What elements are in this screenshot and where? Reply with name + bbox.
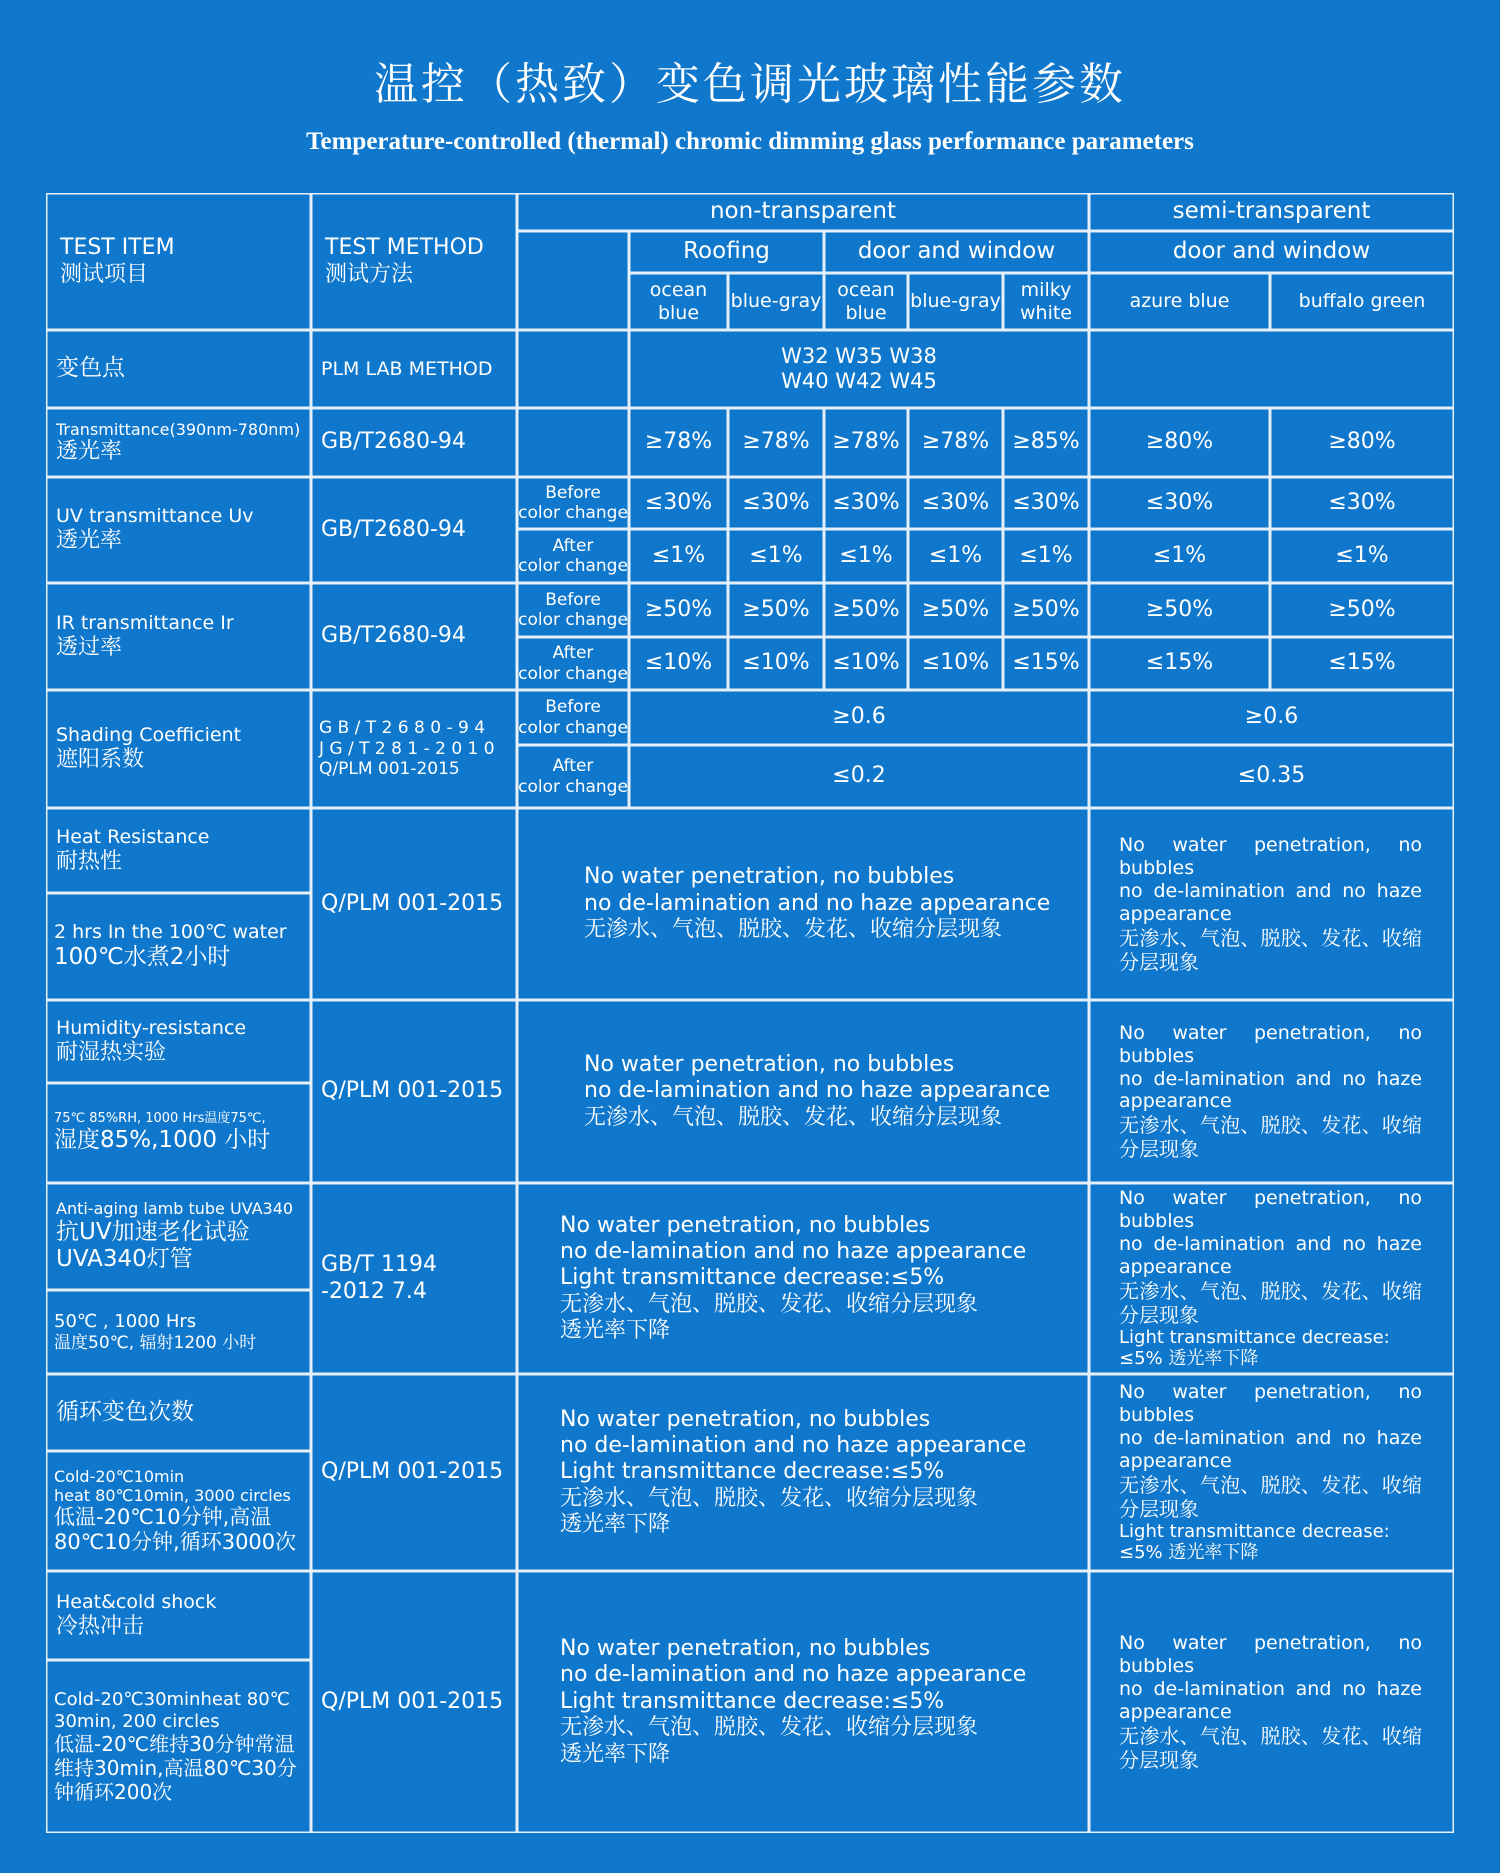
heat-condition (46, 893, 311, 1000)
ir-after-value (629, 637, 728, 690)
uv-before-value-line: ≤30% (1328, 489, 1396, 515)
shock-result-nt-line: 透光率下降 (560, 1741, 671, 1767)
color-header-c1-line: blue (657, 301, 700, 324)
uv-after-value-line: ≤1% (928, 542, 983, 568)
transmittance-method (311, 408, 517, 477)
cycle-condition-line: Cold-20℃10min (54, 1466, 185, 1486)
ir-after-value-line: ≤15% (1145, 650, 1214, 676)
heat-result-nt-line: no de-lamination and no haze appearance (584, 890, 1051, 916)
shock-result-nt (517, 1571, 1089, 1833)
uv-before-value-line: ≤30% (1145, 489, 1214, 515)
shading-item-line: Shading Coefficient (56, 724, 242, 747)
uv-before-label-line: color change (518, 503, 628, 523)
uv-before-value-line: ≤30% (1012, 489, 1080, 515)
uv-after-value (1089, 529, 1270, 583)
cycle-result-nt-line: No water penetration, no bubbles (560, 1406, 931, 1432)
shading-after-nt (629, 745, 1089, 808)
antiaging-result-st-line: 无渗水、气泡、脱胶、发花、收缩分层现象 (1119, 1278, 1422, 1327)
uv-before-value (728, 477, 824, 529)
page-subtitle: Temperature-controlled (thermal) chromic dimming glass performance parameters (306, 128, 1194, 155)
cycle-condition (46, 1451, 311, 1571)
antiaging-condition-line: 50℃ , 1000 Hrs (54, 1311, 197, 1332)
uv-after-value (1270, 529, 1454, 583)
cycle-item (46, 1374, 311, 1451)
uv-before-value (1003, 477, 1089, 529)
shading-after-label (517, 745, 629, 808)
humidity-condition-line: 湿度85%,1000 小时 (54, 1127, 271, 1153)
ir-after-value (1270, 637, 1454, 690)
heat-result-st-line: No water penetration, no bubbles (1119, 834, 1422, 880)
color-header-c1-line: ocean (649, 278, 708, 301)
heat-result-st (1089, 808, 1454, 1000)
heat-result-nt-line: No water penetration, no bubbles (584, 864, 955, 890)
antiaging-item-line: Anti-aging lamb tube UVA340 (56, 1199, 294, 1219)
antiaging-result-nt (517, 1183, 1089, 1374)
shock-method (311, 1571, 517, 1833)
shock-condition-line: 低温-20℃维持30分钟常温维持30min,高温80℃30分钟循环200次 (54, 1732, 297, 1805)
ir-before-value (1003, 583, 1089, 637)
ir-after-label-line: After (552, 643, 594, 664)
ir-before-value-line: ≥50% (832, 596, 900, 622)
humidity-result-nt-line: no de-lamination and no haze appearance (584, 1078, 1051, 1104)
humidity-result-nt-line: No water penetration, no bubbles (584, 1051, 955, 1077)
ir-before-value (728, 583, 824, 637)
ir-after-value-line: ≤15% (1328, 650, 1396, 676)
test-method-header-line: TEST METHOD (325, 235, 484, 261)
color-header-c5 (1003, 273, 1089, 330)
uv-before-value (629, 477, 728, 529)
uv-after-label-line: color change (518, 556, 628, 576)
uv-before-label-line: Before (545, 482, 601, 503)
shading-method-line: G B / T 2 6 8 0 - 9 4 (319, 718, 486, 739)
shading-after-label-line: color change (518, 776, 628, 797)
humidity-result-nt (517, 1000, 1089, 1183)
uv-before-value-line: ≤30% (921, 489, 990, 515)
humidity-result-st-line: no de-lamination and no haze appearance (1119, 1067, 1422, 1113)
shock-item-line: Heat&cold shock (56, 1590, 217, 1613)
uv-after-value-line: ≤1% (1335, 542, 1389, 568)
parameters-table (46, 193, 1454, 1833)
cycle-result-st-line: no de-lamination and no haze appearance (1119, 1426, 1422, 1472)
heat-condition-line: 100℃水煮2小时 (54, 944, 231, 971)
uv-after-value (1003, 529, 1089, 583)
shock-result-nt-line: Light transmittance decrease:≤5% (560, 1688, 945, 1714)
shading-item (46, 690, 311, 808)
humidity-item-line: Humidity-resistance (56, 1016, 247, 1039)
shock-result-st (1089, 1571, 1454, 1833)
humidity-result-st-line: No water penetration, no bubbles (1119, 1021, 1422, 1067)
antiaging-result-st-line: no de-lamination and no haze appearance (1119, 1232, 1422, 1278)
heat-item-line: Heat Resistance (56, 825, 210, 848)
uv-after-value (728, 529, 824, 583)
cycle-result-nt (517, 1374, 1089, 1571)
test-item-header-line: 测试项目 (60, 261, 149, 287)
antiaging-result-nt-line: 无渗水、气泡、脱胶、发花、收缩分层现象 (560, 1291, 979, 1317)
transmittance-value-line: ≥78% (832, 429, 900, 455)
heat-result-st-line: 无渗水、气泡、脱胶、发花、收缩分层现象 (1119, 925, 1422, 974)
antiaging-item-line: UVA340灯管 (56, 1246, 193, 1273)
antiaging-condition (46, 1290, 311, 1374)
antiaging-result-nt-line: Light transmittance decrease:≤5% (560, 1265, 945, 1291)
cycle-result-nt-line: 无渗水、气泡、脱胶、发花、收缩分层现象 (560, 1485, 979, 1511)
cycle-result-nt-line: Light transmittance decrease:≤5% (560, 1459, 945, 1485)
shock-result-nt-line: no de-lamination and no haze appearance (560, 1662, 1027, 1688)
ir-before-value (824, 583, 908, 637)
cycle-result-st-line: 无渗水、气泡、脱胶、发花、收缩分层现象 (1119, 1472, 1422, 1521)
humidity-result-nt-line: 无渗水、气泡、脱胶、发花、收缩分层现象 (584, 1104, 1003, 1130)
ir-after-value-line: ≤10% (921, 650, 990, 676)
cycle-result-nt-line: no de-lamination and no haze appearance (560, 1432, 1027, 1458)
transmittance-value (908, 408, 1003, 477)
shock-result-st-line: No water penetration, no bubbles (1119, 1632, 1422, 1678)
antiaging-item (46, 1183, 311, 1290)
color-point-method (311, 330, 517, 408)
test-method-header-line: 测试方法 (325, 261, 414, 287)
color-header-c7 (1270, 273, 1454, 330)
color-point-method-line: PLM LAB METHOD (321, 357, 493, 380)
humidity-condition-line: 75℃ 85%RH, 1000 Hrs温度75℃, (54, 1111, 266, 1127)
door-window-st-header-line: door and window (1172, 238, 1371, 265)
shading-before-nt-line: ≥0.6 (832, 704, 886, 730)
shading-item-line: 遮阳系数 (56, 747, 145, 773)
test-method-header (311, 193, 517, 330)
non-transparent-header-line: non-transparent (709, 198, 897, 225)
shading-method (311, 690, 517, 808)
antiaging-result-nt-line: No water penetration, no bubbles (560, 1212, 931, 1238)
ir-method-line: GB/T2680-94 (321, 623, 466, 649)
cycle-result-st-line: Light transmittance decrease: (1119, 1520, 1390, 1542)
uv-after-label-line: After (552, 535, 594, 556)
ir-after-value-line: ≤10% (644, 650, 713, 676)
shading-before-nt (629, 690, 1089, 745)
transmittance-item (46, 408, 311, 477)
ir-before-value-line: ≥50% (1145, 596, 1214, 622)
color-header-c6-line: azure blue (1129, 290, 1230, 313)
color-point-values (629, 330, 1089, 408)
shading-after-st (1089, 745, 1454, 808)
ir-after-value-line: ≤10% (742, 650, 810, 676)
color-header-c3-line: blue (845, 301, 887, 324)
color-header-c5-line: white (1020, 301, 1072, 324)
uv-after-value (824, 529, 908, 583)
antiaging-condition-line: 温度50℃, 辐射1200 小时 (54, 1332, 257, 1353)
shading-after-st-line: ≤0.35 (1237, 763, 1306, 789)
transmittance-method-line: GB/T2680-94 (321, 429, 466, 455)
color-point-values-line: W32 W35 W38 (781, 343, 937, 368)
color-header-c6 (1089, 273, 1270, 330)
cycle-condition-line: heat 80℃10min, 3000 circles (54, 1485, 291, 1505)
cycle-method (311, 1374, 517, 1571)
shock-result-nt-line: No water penetration, no bubbles (560, 1636, 931, 1662)
uv-after-value (629, 529, 728, 583)
uv-before-label (517, 477, 629, 529)
ir-method (311, 583, 517, 690)
ir-before-value-line: ≥50% (1012, 596, 1080, 622)
ir-after-value (728, 637, 824, 690)
color-header-c2-line: blue-gray (730, 290, 822, 313)
shading-before-st (1089, 690, 1454, 745)
ir-after-value-line: ≤15% (1012, 650, 1080, 676)
shock-result-nt-line: 无渗水、气泡、脱胶、发花、收缩分层现象 (560, 1715, 979, 1741)
shading-after-label-line: After (552, 756, 594, 777)
ir-after-value (824, 637, 908, 690)
humidity-condition (46, 1083, 311, 1183)
humidity-method-line: Q/PLM 001-2015 (321, 1078, 504, 1104)
shading-before-label-line: color change (518, 717, 628, 738)
transmittance-value (1003, 408, 1089, 477)
transmittance-value-line: ≥78% (742, 429, 810, 455)
humidity-method (311, 1000, 517, 1183)
cycle-item-line: 循环变色次数 (56, 1398, 194, 1425)
ir-after-value (1003, 637, 1089, 690)
shading-before-st-line: ≥0.6 (1244, 704, 1299, 730)
color-header-c4 (908, 273, 1003, 330)
uv-method (311, 477, 517, 583)
ir-before-label-line: color change (518, 610, 628, 630)
transmittance-value-line: ≥78% (921, 429, 990, 455)
roofing-header (629, 231, 824, 273)
heat-item (46, 808, 311, 893)
heat-item-line: 耐热性 (56, 848, 123, 874)
ir-before-value-line: ≥50% (921, 596, 990, 622)
cycle-condition-line: 低温-20℃10分钟,高温80℃10分钟,循环3000次 (54, 1505, 297, 1555)
ir-after-value-line: ≤10% (832, 650, 900, 676)
shock-condition-line: Cold-20℃30minheat 80℃ 30min, 200 circles (54, 1688, 290, 1732)
ir-before-value (1270, 583, 1454, 637)
door-window-st-header (1089, 231, 1454, 273)
heat-method-line: Q/PLM 001-2015 (321, 890, 504, 916)
shading-before-label-line: Before (545, 697, 601, 718)
ir-before-value (908, 583, 1003, 637)
transmittance-item-line: Transmittance(390nm-780nm) (56, 419, 301, 439)
transmittance-value (728, 408, 824, 477)
uv-before-value (908, 477, 1003, 529)
heat-method (311, 808, 517, 1000)
transmittance-value-line: ≥78% (644, 429, 713, 455)
uv-item-line: UV transmittance Uv (56, 505, 254, 528)
non-transparent-header (517, 193, 1089, 231)
uv-after-value-line: ≤1% (1019, 542, 1073, 568)
uv-before-value-line: ≤30% (742, 489, 810, 515)
shock-result-st-line: 无渗水、气泡、脱胶、发花、收缩分层现象 (1119, 1723, 1422, 1772)
color-header-c3 (824, 273, 908, 330)
uv-after-value-line: ≤1% (651, 542, 706, 568)
color-header-c2 (728, 273, 824, 330)
uv-method-line: GB/T2680-94 (321, 516, 466, 542)
shading-method-line: J G / T 2 8 1 - 2 0 1 0 (319, 738, 495, 759)
transmittance-value (1089, 408, 1270, 477)
ir-before-value (1089, 583, 1270, 637)
cycle-result-st-line: No water penetration, no bubbles (1119, 1381, 1422, 1427)
color-header-c5-line: milky (1020, 278, 1072, 301)
uv-item (46, 477, 311, 583)
cycle-method-line: Q/PLM 001-2015 (321, 1459, 504, 1485)
test-item-header (46, 193, 311, 330)
door-window-nt-header-line: door and window (857, 238, 1056, 265)
transmittance-value-line: ≥80% (1328, 429, 1396, 455)
color-header-c4-line: blue-gray (910, 290, 1001, 313)
antiaging-result-st-line: Light transmittance decrease: (1119, 1326, 1390, 1348)
semi-transparent-header-line: semi-transparent (1172, 198, 1371, 225)
ir-after-value (1089, 637, 1270, 690)
heat-result-nt (517, 808, 1089, 1000)
ir-after-value (908, 637, 1003, 690)
roofing-header-line: Roofing (683, 238, 770, 265)
door-window-nt-header (824, 231, 1089, 273)
antiaging-result-st-line: No water penetration, no bubbles (1119, 1187, 1422, 1233)
uv-before-value (1089, 477, 1270, 529)
antiaging-result-st-line: ≤5% 透光率下降 (1119, 1348, 1259, 1370)
cycle-result-st-line: ≤5% 透光率下降 (1119, 1542, 1259, 1564)
ir-before-value-line: ≥50% (644, 596, 713, 622)
transmittance-value (1270, 408, 1454, 477)
page-title: 温控（热致）变色调光玻璃性能参数 (374, 59, 1126, 110)
test-item-header-line: TEST ITEM (60, 235, 175, 261)
transmittance-value-line: ≥85% (1012, 429, 1080, 455)
heat-condition-line: 2 hrs In the 100℃ water (54, 921, 287, 944)
heat-result-nt-line: 无渗水、气泡、脱胶、发花、收缩分层现象 (584, 917, 1003, 943)
shading-before-label (517, 690, 629, 745)
humidity-result-st (1089, 1000, 1454, 1183)
ir-item-line: IR transmittance Ir (56, 611, 234, 634)
color-point-values-line: W40 W42 W45 (781, 369, 937, 393)
color-point-item-line: 变色点 (56, 355, 125, 382)
antiaging-method-line: -2012 7.4 (321, 1278, 427, 1304)
antiaging-result-st (1089, 1183, 1454, 1374)
humidity-item (46, 1000, 311, 1083)
color-header-c3-line: ocean (837, 278, 895, 301)
cycle-result-st (1089, 1374, 1454, 1571)
ir-item-line: 透过率 (56, 634, 123, 660)
uv-before-value-line: ≤30% (832, 489, 900, 515)
antiaging-method (311, 1183, 517, 1374)
antiaging-result-nt-line: 透光率下降 (560, 1318, 671, 1344)
color-point-item (46, 330, 311, 408)
humidity-item-line: 耐湿热实验 (56, 1039, 167, 1065)
shock-method-line: Q/PLM 001-2015 (321, 1688, 504, 1714)
transmittance-value (629, 408, 728, 477)
uv-after-value-line: ≤1% (1152, 542, 1207, 568)
transmittance-value-line: ≥80% (1145, 429, 1214, 455)
shading-after-nt-line: ≤0.2 (832, 763, 886, 789)
uv-before-value (824, 477, 908, 529)
transmittance-value (824, 408, 908, 477)
ir-before-value-line: ≥50% (1328, 596, 1396, 622)
humidity-result-st-line: 无渗水、气泡、脱胶、发花、收缩分层现象 (1119, 1113, 1422, 1162)
ir-item (46, 583, 311, 690)
semi-transparent-header (1089, 193, 1454, 231)
ir-after-label (517, 637, 629, 690)
uv-before-value-line: ≤30% (644, 489, 713, 515)
ir-after-label-line: color change (518, 663, 628, 684)
shock-condition (46, 1660, 311, 1833)
shock-item-line: 冷热冲击 (56, 1613, 145, 1639)
shock-result-st-line: no de-lamination and no haze appearance (1119, 1678, 1422, 1723)
uv-after-value-line: ≤1% (839, 542, 893, 568)
uv-before-value (1270, 477, 1454, 529)
ir-before-label-line: Before (545, 589, 601, 610)
shading-method-line: Q/PLM 001-2015 (319, 759, 460, 780)
uv-after-value (908, 529, 1003, 583)
uv-item-line: 透光率 (56, 528, 123, 554)
antiaging-item-line: 抗UV加速老化试验 (56, 1218, 250, 1245)
uv-after-label (517, 529, 629, 583)
shock-item (46, 1571, 311, 1660)
ir-before-value-line: ≥50% (742, 596, 810, 622)
color-header-c1 (629, 273, 728, 330)
ir-before-label (517, 583, 629, 637)
uv-after-value-line: ≤1% (749, 542, 803, 568)
cycle-result-nt-line: 透光率下降 (560, 1512, 671, 1538)
heat-result-st-line: no de-lamination and no haze appearance (1119, 880, 1422, 925)
ir-before-value (629, 583, 728, 637)
antiaging-method-line: GB/T 1194 (321, 1252, 437, 1278)
antiaging-result-nt-line: no de-lamination and no haze appearance (560, 1238, 1027, 1264)
color-header-c7-line: buffalo green (1298, 290, 1426, 313)
transmittance-item-line: 透光率 (56, 438, 123, 464)
